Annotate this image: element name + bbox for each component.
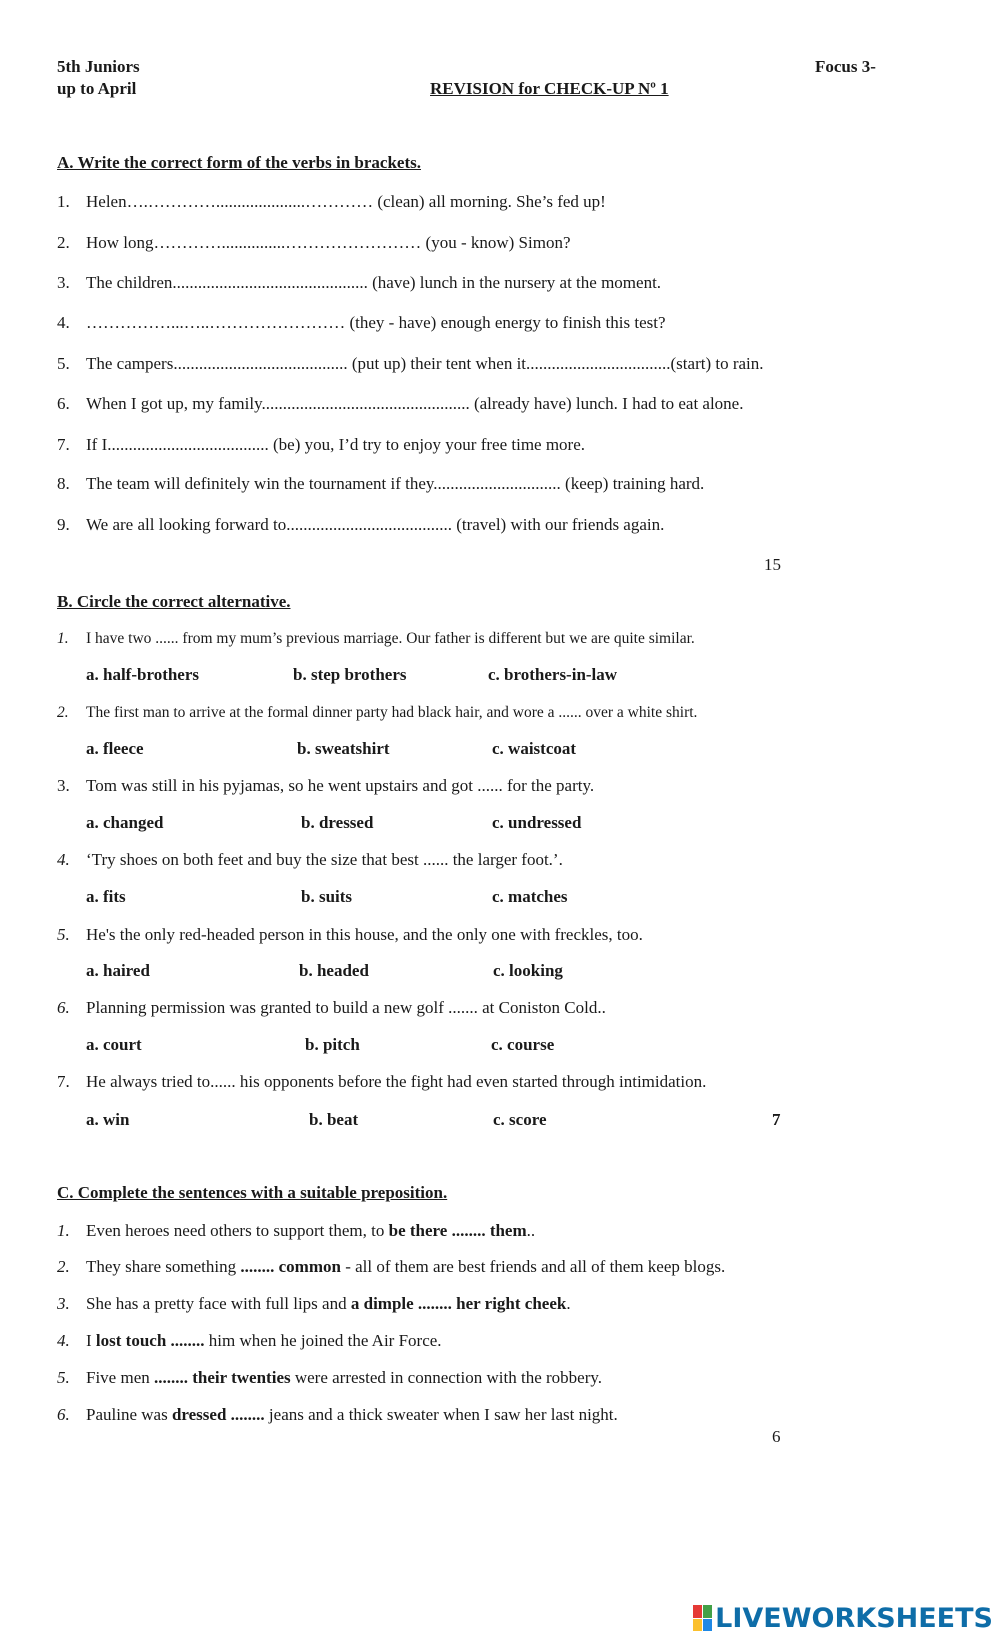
- section-b-score: 7: [772, 1110, 781, 1129]
- verb-item: [57, 313, 666, 333]
- key-phrase: ........ their twenties: [154, 1368, 291, 1387]
- item-number: 1.: [57, 192, 70, 211]
- question-text: I have two ...... from my mum’s previous marriage. Our father is different but we are quite similar.: [86, 630, 695, 647]
- option-a[interactable]: a. win: [86, 1110, 130, 1129]
- verb-item: [57, 515, 664, 535]
- logo-text: LIVEWORKSHEETS: [715, 1602, 993, 1634]
- option-a[interactable]: a. fleece: [86, 739, 144, 758]
- option-c[interactable]: c. waistcoat: [492, 739, 577, 758]
- sentence-text: Pauline was: [86, 1405, 172, 1424]
- question-text: Tom was still in his pyjamas, so he went upstairs and got ...... for the party.: [86, 776, 595, 795]
- header-period: up to April: [57, 79, 137, 98]
- option-b[interactable]: b. suits: [301, 887, 353, 906]
- question-text: He's the only red-headed person in this house, and the only one with freckles, too.: [86, 925, 643, 944]
- section-b-heading: B. Circle the correct alternative.: [57, 592, 291, 611]
- option-c[interactable]: c. score: [493, 1110, 547, 1129]
- item-text: The team will definitely win the tournament if they.............................. (keep) training hard.: [86, 474, 705, 493]
- header-course: Focus 3-: [815, 57, 876, 76]
- key-phrase: a dimple ........ her right cheek: [350, 1294, 567, 1313]
- sentence-text: I: [86, 1331, 96, 1350]
- item-text: If I...................................... (be) you, I’d try to enjoy your free time more.: [86, 435, 586, 454]
- question-number: 6.: [57, 998, 70, 1017]
- liveworksheets-logo-icon: [693, 1605, 712, 1631]
- liveworksheets-logo: [693, 1601, 993, 1635]
- mc-question: [57, 704, 697, 722]
- key-phrase: dressed ........: [171, 1405, 265, 1424]
- item-number: 5.: [57, 354, 70, 373]
- item-number: 6.: [57, 394, 70, 413]
- sentence-text: She has a pretty face with full lips and: [86, 1294, 351, 1313]
- question-number: 3.: [57, 776, 70, 795]
- item-number: 3.: [57, 273, 70, 292]
- sentence-text: him when he joined the Air Force.: [204, 1331, 442, 1350]
- mc-question: [57, 850, 563, 870]
- key-phrase: ........ common: [240, 1257, 341, 1276]
- page-title: REVISION for CHECK-UP Nº 1: [430, 79, 669, 98]
- item-number: 1.: [57, 1221, 70, 1240]
- section-c-heading: C. Complete the sentences with a suitable preposition.: [57, 1183, 448, 1202]
- option-a[interactable]: a. changed: [86, 813, 164, 832]
- verb-item: [57, 474, 704, 494]
- preposition-item: [57, 1294, 571, 1314]
- question-number: 5.: [57, 925, 70, 944]
- sentence-text: .: [566, 1294, 571, 1313]
- option-c[interactable]: c. undressed: [492, 813, 582, 832]
- option-a[interactable]: a. half-brothers: [86, 665, 200, 684]
- verb-item: [57, 233, 570, 253]
- question-number: 4.: [57, 850, 70, 869]
- question-text: ‘Try shoes on both feet and buy the size that best ...... the larger foot.’.: [86, 850, 563, 869]
- preposition-item: [57, 1221, 535, 1241]
- question-number: 7.: [57, 1072, 70, 1091]
- section-c-score: 6: [772, 1427, 781, 1446]
- sentence-text: Even heroes need others to support them, to: [86, 1221, 389, 1240]
- item-number: 4.: [57, 313, 70, 332]
- question-text: Planning permission was granted to build a new golf ....... at Coniston Cold..: [86, 998, 606, 1017]
- verb-item: [57, 192, 606, 212]
- preposition-item: [57, 1405, 618, 1425]
- question-text: He always tried to...... his opponents before the fight had even started through intimidation.: [86, 1072, 707, 1091]
- mc-question: [57, 925, 643, 945]
- mc-question: [57, 776, 594, 796]
- question-number: 1.: [57, 630, 69, 647]
- item-number: 2.: [57, 233, 70, 252]
- option-c[interactable]: c. matches: [492, 887, 568, 906]
- item-text: We are all looking forward to....................................... (travel) with our friends again.: [86, 515, 665, 534]
- option-b[interactable]: b. beat: [309, 1110, 359, 1129]
- verb-item: [57, 273, 661, 293]
- item-text: The campers......................................... (put up) their tent when it..................................(start) to rain.: [86, 354, 764, 373]
- sentence-text: ..: [526, 1221, 536, 1240]
- item-number: 5.: [57, 1368, 70, 1387]
- section-a-score: 15: [764, 555, 781, 574]
- option-b[interactable]: b. sweatshirt: [297, 739, 390, 758]
- preposition-item: [57, 1368, 602, 1388]
- key-phrase: be there ........ them: [388, 1221, 527, 1240]
- sentence-text: Five men: [86, 1368, 154, 1387]
- option-a[interactable]: a. haired: [86, 961, 150, 980]
- key-phrase: lost touch ........: [95, 1331, 205, 1350]
- item-text: ……………...…..…………………… (they - have) enough energy to finish this test?: [86, 313, 666, 332]
- sentence-text: jeans and a thick sweater when I saw her last night.: [264, 1405, 618, 1424]
- sentence-text: - all of them are best friends and all of them keep blogs.: [340, 1257, 726, 1276]
- header-class: 5th Juniors: [57, 57, 140, 76]
- item-number: 9.: [57, 515, 70, 534]
- question-number: 2.: [57, 704, 69, 721]
- section-a-heading: A. Write the correct form of the verbs in brackets.: [57, 153, 421, 172]
- option-b[interactable]: b. step brothers: [293, 665, 407, 684]
- option-c[interactable]: c. looking: [493, 961, 563, 980]
- item-text: When I got up, my family................................................. (already have) lunch. I had to eat alone.: [86, 394, 744, 413]
- option-b[interactable]: b. dressed: [301, 813, 374, 832]
- sentence-text: They share something: [86, 1257, 241, 1276]
- option-a[interactable]: a. fits: [86, 887, 126, 906]
- verb-item: [57, 354, 764, 374]
- item-text: The children.............................................. (have) lunch in the nursery at the moment.: [86, 273, 662, 292]
- item-number: 3.: [57, 1294, 70, 1313]
- option-a[interactable]: a. court: [86, 1035, 142, 1054]
- item-number: 6.: [57, 1405, 70, 1424]
- item-number: 2.: [57, 1257, 70, 1276]
- mc-question: [57, 630, 695, 648]
- question-text: The first man to arrive at the formal dinner party had black hair, and wore a ...... over a white shirt.: [86, 704, 698, 721]
- mc-question: [57, 1072, 706, 1092]
- option-c[interactable]: c. course: [491, 1035, 555, 1054]
- preposition-item: [57, 1331, 442, 1351]
- item-number: 4.: [57, 1331, 70, 1350]
- option-b[interactable]: b. pitch: [305, 1035, 360, 1054]
- item-text: How long…………...............…………………… (you - know) Simon?: [86, 233, 571, 252]
- mc-question: [57, 998, 606, 1018]
- preposition-item: [57, 1257, 725, 1277]
- sentence-text: were arrested in connection with the robbery.: [290, 1368, 602, 1387]
- item-number: 8.: [57, 474, 70, 493]
- item-text: Helen….………….....................………… (clean) all morning. She’s fed up!: [86, 192, 606, 211]
- option-c[interactable]: c. brothers-in-law: [488, 665, 618, 684]
- verb-item: [57, 394, 743, 414]
- item-number: 7.: [57, 435, 70, 454]
- verb-item: [57, 435, 585, 455]
- option-b[interactable]: b. headed: [299, 961, 369, 980]
